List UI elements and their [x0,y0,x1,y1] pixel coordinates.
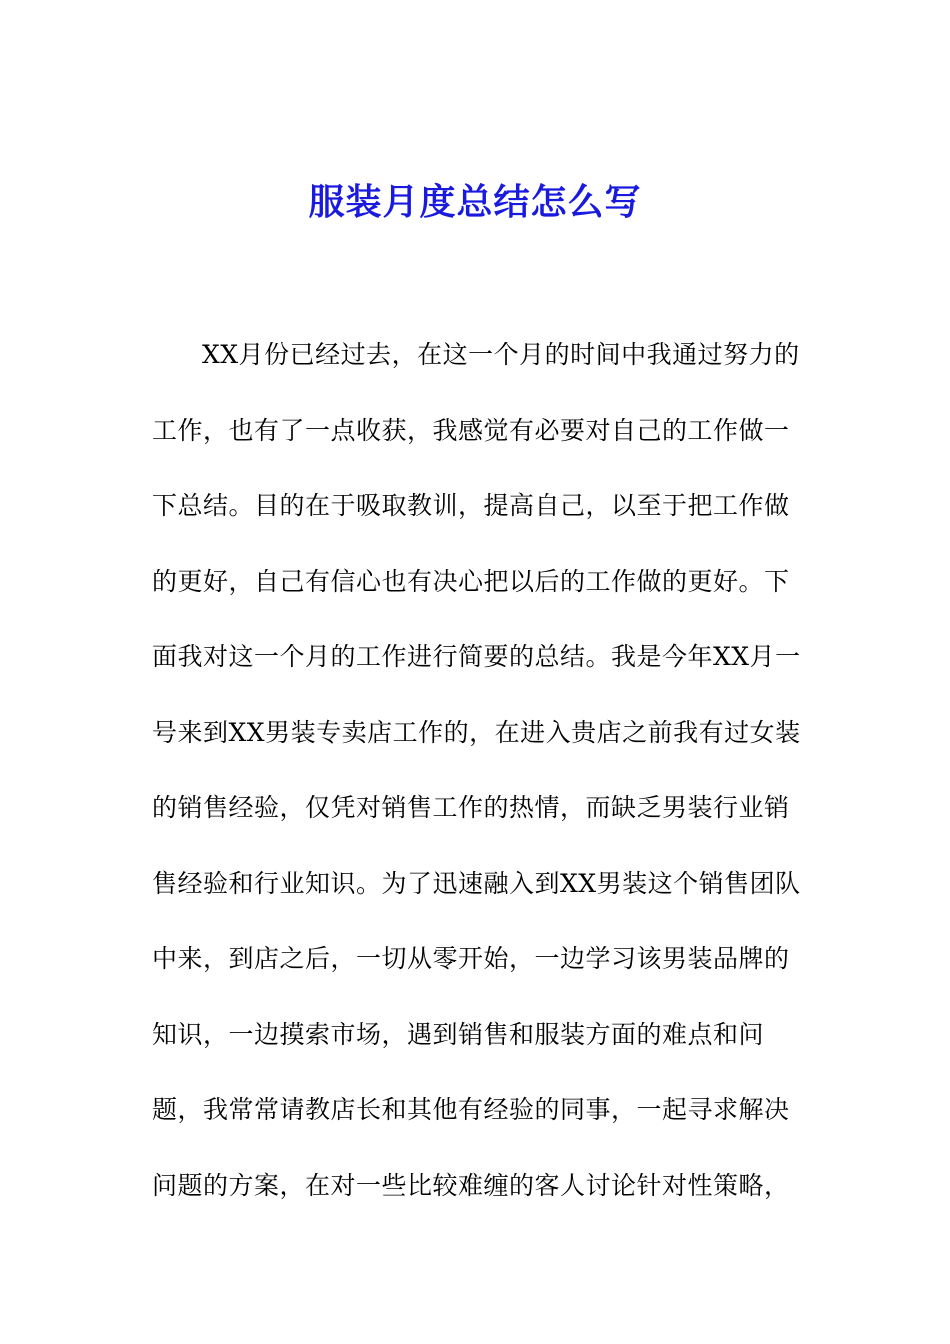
body-line: XX月份已经过去，在这一个月的时间中我通过努力的 [202,340,800,369]
body-line: 售经验和行业知识。为了迅速融入到XX男装这个销售团队 [152,868,801,898]
body-line: 的更好，自己有信心也有决心把以后的工作做的更好。下 [152,566,790,596]
body-line: 的销售经验，仅凭对销售工作的热情，而缺乏男装行业销 [152,793,790,822]
body-line: 知识，一边摸索市场，遇到销售和服装方面的难点和问 [152,1019,765,1049]
body-line: 中来，到店之后，一切从零开始，一边学习该男装品牌的 [152,944,790,973]
body-line: 问题的方案，在对一些比较难缠的客人讨论针对性策略， [152,1170,790,1200]
document-body [152,330,812,1236]
body-line: 面我对这一个月的工作进行简要的总结。我是今年XX月一 [152,642,801,671]
body-line: 下总结。目的在于吸取教训，提高自己，以至于把工作做 [152,491,790,520]
document-title: 服装月度总结怎么写 [308,181,642,223]
body-line: 题，我常常请教店长和其他有经验的同事，一起寻求解决 [152,1095,790,1124]
body-line: 号来到XX男装专卖店工作的，在进入贵店之前我有过女装 [152,717,801,747]
body-line: 工作，也有了一点收获，我感觉有必要对自己的工作做一 [152,415,790,445]
